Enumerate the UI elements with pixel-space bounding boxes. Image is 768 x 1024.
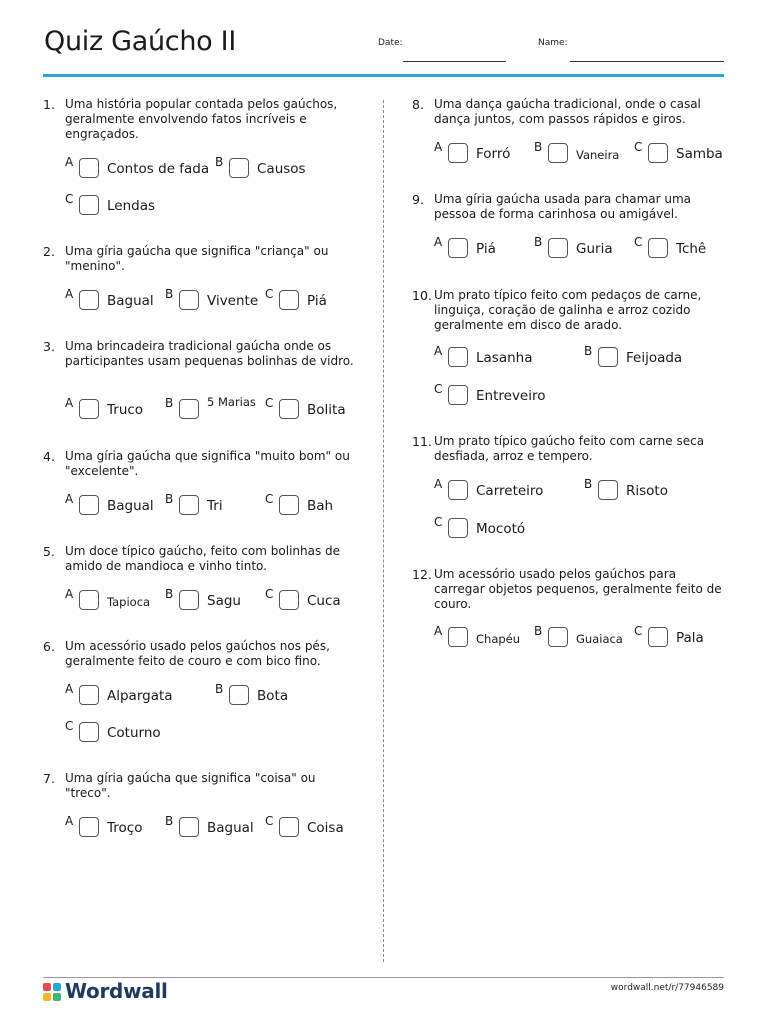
answer-checkbox[interactable] xyxy=(448,385,468,405)
option-label: Cuca xyxy=(307,593,341,609)
option-label: Sagu xyxy=(207,593,241,609)
question-number: 9. xyxy=(412,192,424,207)
question-text: Uma história popular contada pelos gaúchos, geralmente envolvendo fatos incríveis e engraçados. xyxy=(65,97,338,141)
option-letter: A xyxy=(434,624,443,638)
option-label: Alpargata xyxy=(107,688,173,704)
option-label: Causos xyxy=(257,161,306,177)
question-number: 11. xyxy=(412,434,432,449)
option-letter: A xyxy=(65,682,74,696)
option-letter: C xyxy=(434,382,443,396)
question-number: 8. xyxy=(412,97,424,112)
column-divider xyxy=(383,100,384,962)
answer-checkbox[interactable] xyxy=(229,685,249,705)
answer-checkbox[interactable] xyxy=(279,590,299,610)
name-field[interactable] xyxy=(570,61,724,62)
question-number: 4. xyxy=(43,449,55,464)
question-number: 7. xyxy=(43,771,55,786)
answer-checkbox[interactable] xyxy=(79,290,99,310)
question-number: 5. xyxy=(43,544,55,559)
answer-checkbox[interactable] xyxy=(79,195,99,215)
question-number: 6. xyxy=(43,639,55,654)
option-letter: A xyxy=(434,344,443,358)
question-text: Um acessório usado pelos gaúchos nos pés, geralmente feito de couro e com bico fino. xyxy=(65,639,330,668)
option-label: Mocotó xyxy=(476,521,526,537)
option-label: Truco xyxy=(107,402,144,418)
option-label: Vaneira xyxy=(576,148,620,162)
option-label: Bah xyxy=(307,498,334,514)
question-text: Uma gíria gaúcha que significa "criança" ou "menino". xyxy=(65,244,329,273)
option-label: Samba xyxy=(676,146,723,162)
option-label: Forró xyxy=(476,146,511,162)
option-label: Lasanha xyxy=(476,350,533,366)
option-letter: C xyxy=(265,396,274,410)
option-letter: B xyxy=(215,682,224,696)
option-label: Coturno xyxy=(107,725,161,741)
option-letter: C xyxy=(65,719,74,733)
answer-checkbox[interactable] xyxy=(79,817,99,837)
answer-checkbox[interactable] xyxy=(79,685,99,705)
question-text: Uma brincadeira tradicional gaúcha onde os participantes usam pequenas bolinhas de vidro. xyxy=(65,339,354,368)
answer-checkbox[interactable] xyxy=(448,518,468,538)
option-label: Bagual xyxy=(207,820,254,836)
option-label: Bota xyxy=(257,688,289,704)
option-letter: B xyxy=(165,587,174,601)
option-label: Chapéu xyxy=(476,632,521,646)
footer-rule xyxy=(43,977,724,978)
date-label: Date: xyxy=(378,38,403,48)
answer-checkbox[interactable] xyxy=(179,495,199,515)
question-text: Um acessório usado pelos gaúchos para carregar objetos pequenos, geralmente feito de couro. xyxy=(434,567,722,611)
option-label: Contos de fada xyxy=(107,161,210,177)
option-letter: C xyxy=(434,515,443,529)
answer-checkbox[interactable] xyxy=(598,480,618,500)
answer-checkbox[interactable] xyxy=(179,817,199,837)
answer-checkbox[interactable] xyxy=(229,158,249,178)
question-number: 1. xyxy=(43,97,55,112)
option-letter: C xyxy=(265,814,274,828)
option-letter: A xyxy=(65,287,74,301)
question-number: 10. xyxy=(412,288,432,303)
option-label: Guaiaca xyxy=(576,632,623,646)
option-letter: B xyxy=(215,155,224,169)
answer-checkbox[interactable] xyxy=(179,290,199,310)
answer-checkbox[interactable] xyxy=(448,238,468,258)
answer-checkbox[interactable] xyxy=(79,722,99,742)
answer-checkbox[interactable] xyxy=(279,290,299,310)
option-label: Troço xyxy=(107,820,143,836)
footer-url[interactable]: wordwall.net/r/77946589 xyxy=(610,983,724,993)
option-label: Bagual xyxy=(107,293,154,309)
question-text: Um doce típico gaúcho, feito com bolinhas de amido de mandioca e vinho tinto. xyxy=(65,544,341,573)
answer-checkbox[interactable] xyxy=(548,143,568,163)
quiz-title: Quiz Gaúcho II xyxy=(44,26,236,57)
option-letter: B xyxy=(165,287,174,301)
header-rule xyxy=(43,74,724,77)
option-letter: C xyxy=(265,492,274,506)
option-label: Lendas xyxy=(107,198,156,214)
option-label: Tri xyxy=(207,498,223,514)
answer-checkbox[interactable] xyxy=(648,627,668,647)
option-label: Bolita xyxy=(307,402,346,418)
option-label: Pala xyxy=(676,630,704,646)
option-label: Piá xyxy=(307,293,327,309)
answer-checkbox[interactable] xyxy=(648,238,668,258)
option-letter: C xyxy=(634,140,643,154)
option-letter: A xyxy=(65,492,74,506)
answer-checkbox[interactable] xyxy=(179,590,199,610)
question-number: 2. xyxy=(43,244,55,259)
option-letter: C xyxy=(265,587,274,601)
option-letter: A xyxy=(65,587,74,601)
option-label: Vivente xyxy=(207,293,259,309)
option-letter: A xyxy=(434,235,443,249)
question-text: Uma gíria gaúcha usada para chamar uma pessoa de forma carinhosa ou amigável. xyxy=(434,192,692,221)
option-label: Carreteiro xyxy=(476,483,544,499)
answer-checkbox[interactable] xyxy=(598,347,618,367)
option-label: Coisa xyxy=(307,820,344,836)
option-label: Tapioca xyxy=(107,595,151,609)
option-letter: B xyxy=(534,624,543,638)
option-letter: A xyxy=(65,814,74,828)
option-letter: B xyxy=(165,492,174,506)
answer-checkbox[interactable] xyxy=(179,399,199,419)
option-label: Piá xyxy=(476,241,496,257)
option-label: Guria xyxy=(576,241,613,257)
option-letter: B xyxy=(534,140,543,154)
question-text: Um prato típico feito com pedaços de carne, linguiça, coração de galinha e arroz cozido geralmente em disco de arado. xyxy=(434,288,702,332)
answer-checkbox[interactable] xyxy=(448,480,468,500)
option-letter: A xyxy=(65,155,74,169)
option-letter: A xyxy=(434,477,443,491)
option-letter: B xyxy=(584,344,593,358)
option-letter: C xyxy=(65,192,74,206)
answer-checkbox[interactable] xyxy=(79,495,99,515)
option-letter: A xyxy=(65,396,74,410)
answer-checkbox[interactable] xyxy=(448,347,468,367)
option-letter: B xyxy=(165,396,174,410)
wordwall-logo-text: Wordwall xyxy=(65,979,168,1003)
answer-checkbox[interactable] xyxy=(279,495,299,515)
option-letter: B xyxy=(534,235,543,249)
answer-checkbox[interactable] xyxy=(548,238,568,258)
option-label: Tchê xyxy=(676,241,707,257)
option-label: Bagual xyxy=(107,498,154,514)
option-letter: B xyxy=(584,477,593,491)
answer-checkbox[interactable] xyxy=(448,627,468,647)
answer-checkbox[interactable] xyxy=(79,158,99,178)
name-label: Name: xyxy=(538,38,568,48)
wordwall-logo-icon xyxy=(43,983,61,1001)
question-text: Um prato típico gaúcho feito com carne seca desfiada, arroz e tempero. xyxy=(434,434,705,463)
option-letter: C xyxy=(634,624,643,638)
answer-checkbox[interactable] xyxy=(279,399,299,419)
answer-checkbox[interactable] xyxy=(448,143,468,163)
date-field[interactable] xyxy=(403,61,506,62)
question-number: 3. xyxy=(43,339,55,354)
answer-checkbox[interactable] xyxy=(79,590,99,610)
answer-checkbox[interactable] xyxy=(79,399,99,419)
option-letter: C xyxy=(634,235,643,249)
answer-checkbox[interactable] xyxy=(279,817,299,837)
option-letter: B xyxy=(165,814,174,828)
question-text: Uma dança gaúcha tradicional, onde o casal dança juntos, com passos rápidos e giros. xyxy=(434,97,701,126)
option-label: Feijoada xyxy=(626,350,683,366)
option-letter: A xyxy=(434,140,443,154)
question-text: Uma gíria gaúcha que significa "coisa" ou "treco". xyxy=(65,771,316,800)
question-text: Uma gíria gaúcha que significa "muito bom" ou "excelente". xyxy=(65,449,350,478)
option-label: Entreveiro xyxy=(476,388,546,404)
answer-checkbox[interactable] xyxy=(548,627,568,647)
option-label: Risoto xyxy=(626,483,668,499)
option-letter: C xyxy=(265,287,274,301)
option-label: 5 Marias xyxy=(207,395,256,409)
answer-checkbox[interactable] xyxy=(648,143,668,163)
question-number: 12. xyxy=(412,567,432,582)
